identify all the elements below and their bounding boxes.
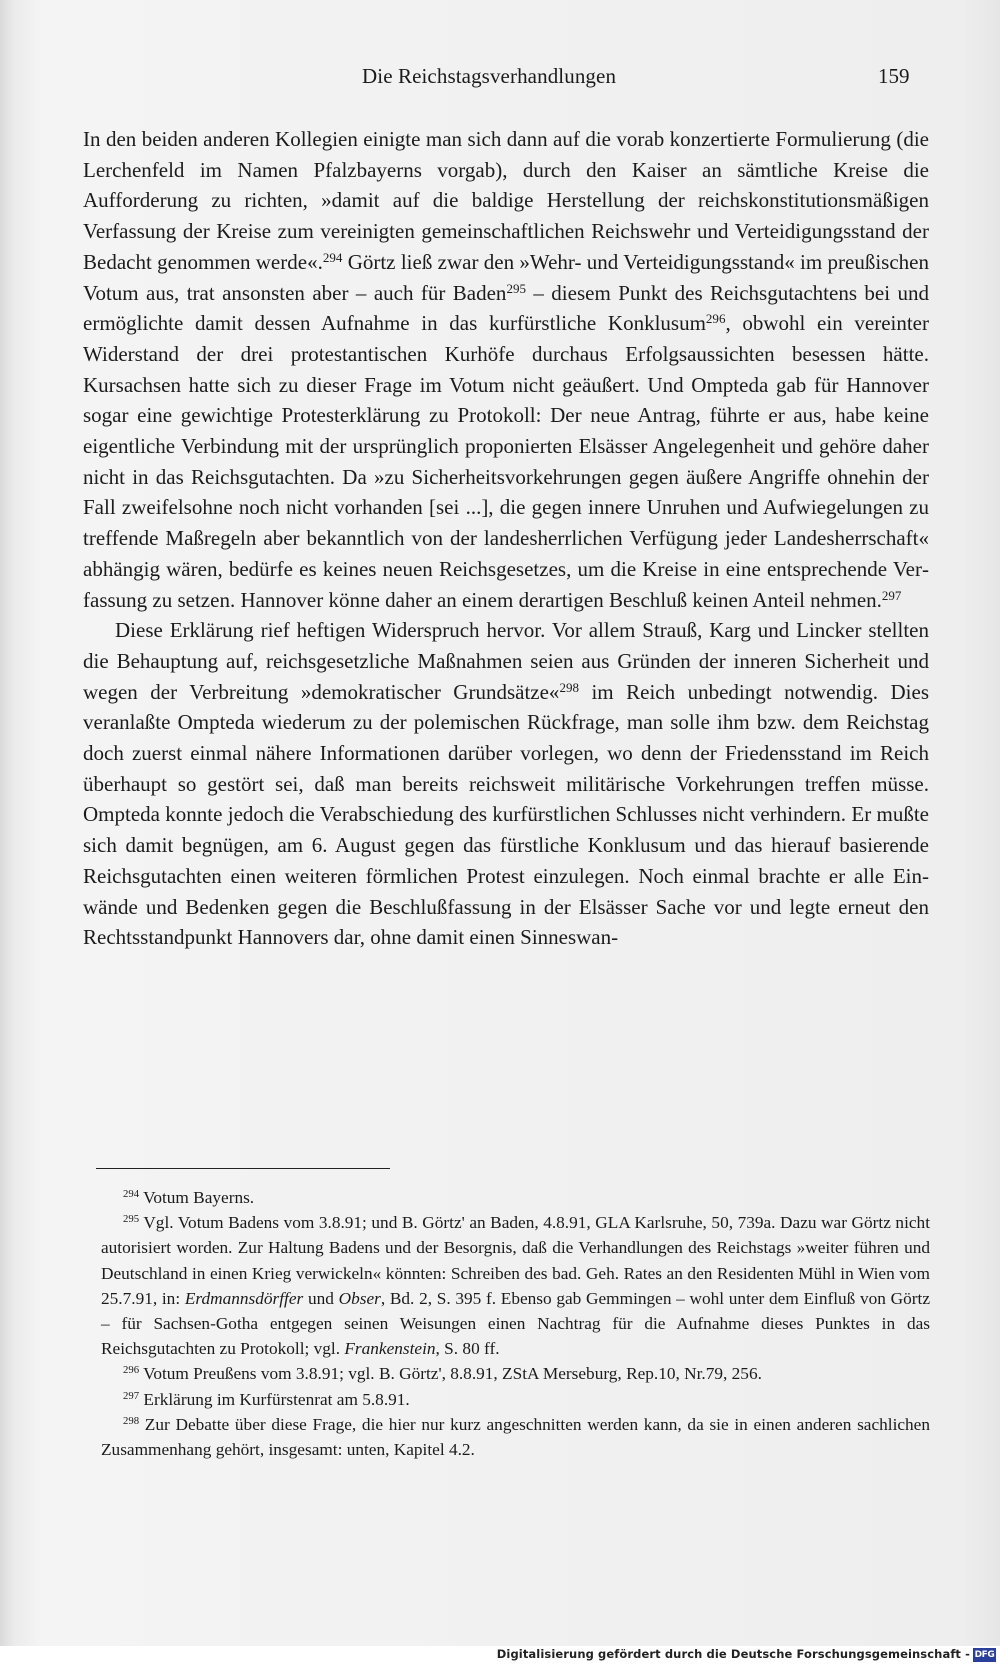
text-run: Diese Erklärung rief heftigen Widerspruch hervor. Vor allem Strauß, Karg und Lincker stellten die Behauptung auf, reichsgesetzliche Maßnahmen seien aus Gründen der inneren Sicherheit und wegen der Verbreitung »demokratischer Grundsätze« bbox=[83, 618, 929, 704]
footnote-ref: 295 bbox=[123, 1213, 140, 1226]
dfg-logo: DFG bbox=[974, 1650, 995, 1660]
text-run: Votum Bayerns. bbox=[139, 1188, 255, 1207]
author-name: Frankenstein bbox=[344, 1339, 436, 1359]
footnote bbox=[101, 1185, 930, 1210]
text-run: Görtz ließ zwar den »Wehr- und Verteidigungsstand« im preußischen Votum aus, trat ansonsten aber – auch für Baden bbox=[83, 249, 929, 305]
footnotes bbox=[101, 1185, 930, 1462]
text-run: , S. 80 ff. bbox=[435, 1339, 500, 1359]
running-header bbox=[0, 64, 1000, 94]
footnote-ref: 296 bbox=[705, 311, 726, 327]
page-number: 159 bbox=[878, 64, 910, 88]
text-run: – diesem Punkt des Reichsgutachtens bei und ermöglichte damit dessen Aufnahme in das kurfürstliche Konklusum bbox=[83, 280, 929, 336]
footnote-ref: 298 bbox=[123, 1414, 140, 1427]
body-text bbox=[83, 124, 929, 953]
author-name: Erdmannsdörffer bbox=[184, 1288, 304, 1308]
text-run: Vgl. Votum Badens vom 3.8.91; und B. Görtz' an Baden, 4.8.91, GLA Karlsruhe, 50, 739a. Dazu war Görtz nicht autorisiert worden. Zur Haltung Badens und der Besorgnis, daß die Verhandlungen des Reichstags »weiter führen und Deutschland in einen Krieg verwickeln« könnten: Schreiben des bad. Geh. Rates an den Residenten Mühl in Wien vom 25.7.91, in: bbox=[101, 1213, 930, 1308]
text-run: , Bd. 2, S. 395 f. Ebenso gab Gemmingen – wohl unter dem Einfluß von Görtz – für Sachsen-Gotha entgegen seinen Weisungen einen Nachtrag für die Aufnahme dieses Punktes in das Reichsgutachten zu Protokoll; vgl. bbox=[101, 1288, 930, 1359]
text-run: Erklärung im Kurfürstenrat am 5.8.91. bbox=[139, 1389, 410, 1409]
author-name: Obser bbox=[338, 1288, 381, 1308]
footnote-ref: 297 bbox=[881, 587, 902, 603]
footnote-ref: 294 bbox=[123, 1188, 140, 1201]
text-run: In den beiden anderen Kollegien einigte man sich dann auf die vorab konzertierte Formulierung (die Lerchenfeld im Namen Pfalzbayerns vorgab), durch den Kaiser an sämtliche Kreise die Aufforderung zu richten, »damit auf die baldige Herstellung der reichskonstitutionsmäßigen Verfassung der Kreise zum vereinigten gemeinschaftlichen Reichswehr und Verteidigungsstand der Bedacht genommen werde«. bbox=[83, 127, 929, 274]
footnote-ref: 295 bbox=[506, 280, 526, 296]
text-run: Votum Preußens vom 3.8.91; vgl. B. Görtz', 8.8.91, ZStA Merseburg, Rep.10, Nr.79, 256. bbox=[139, 1364, 762, 1384]
footnote-rule bbox=[96, 1168, 390, 1169]
footnote-ref: 294 bbox=[322, 249, 343, 265]
text-run: , obwohl ein vereinter Widerstand der drei protestantischen Kurhöfe durchaus Erfolgsaussichten besessen hätte. Kursachsen hatte sich zu dieser Frage im Votum nicht geäußert. Und Ompteda gab für Hannover sogar eine gewichtige Protesterklärung zu Protokoll: Der neue Antrag, führte er aus, habe keine eigentliche Verbindung mit der ursprünglich proponierten Elsässer Angelegenheit und gehöre daher nicht in das Reichsgutachten. Da »zu Sicherheitsvorkehrungen gegen äußere Angriffe ohnehin der Fall zweifelsohne noch nicht vorhanden [sei ...], die gegen innere Unruhen und Aufwiegelungen zu treffende Maßregeln aber bekanntlich von der landesherrlichen Verfügung jeder Landesherrschaft« abhängig wären, bedürfe es keines neuen Reichsgesetzes, um die Kreise in eine entsprechende Verfassung zu setzen. Hannover könne daher an einem derartigen Beschluß keinen Anteil nehmen. bbox=[83, 311, 929, 612]
footnote bbox=[101, 1387, 930, 1412]
body-paragraph bbox=[83, 124, 929, 615]
footnote bbox=[101, 1361, 930, 1386]
text-run: im Reich unbedingt notwendig. Dies veranlaßte Ompteda wiederum zu der polemischen Rückfrage, man solle ihm bzw. dem Reichstag doch zuerst einmal nähere Informationen darüber vorlegen, wo denn der Friedensstand im Reich überhaupt so gestört sei, daß man bereits reichsweit militärische Vorkehrungen treffen müsse. Ompteda konnte jedoch die Verabschiedung des kurfürstlichen Schlusses nicht verhindern. Er mußte sich damit begnügen, am 6. August gegen das fürstliche Konklusum und das hierauf basierende Reichsgutachten einen weiteren förmlichen Protest einzulegen. Noch einmal brachte er alle Einwände und Bedenken gegen die Beschlußfassung in der Elsässer Sache vor und legte erneut den Rechtsstandpunkt Hannovers dar, ohne damit einen Sinneswan- bbox=[83, 679, 929, 950]
digitization-credit: Digitalisierung gefördert durch die Deutsche Forschungsgemeinschaft - bbox=[496, 1647, 970, 1661]
footnote-ref: 296 bbox=[123, 1364, 140, 1377]
footnote bbox=[101, 1412, 930, 1462]
running-title: Die Reichstagsverhandlungen bbox=[362, 64, 617, 88]
footnote bbox=[101, 1210, 930, 1361]
body-paragraph bbox=[83, 615, 929, 953]
text-run: Zur Debatte über diese Frage, die hier nur kurz angeschnitten werden kann, da sie in einen anderen sachlichen Zusammenhang gehört, insgesamt: unten, Kapitel 4.2. bbox=[101, 1414, 930, 1460]
text-run: und bbox=[303, 1288, 339, 1308]
footnote-ref: 297 bbox=[123, 1389, 140, 1402]
footnote-ref: 298 bbox=[559, 679, 579, 695]
